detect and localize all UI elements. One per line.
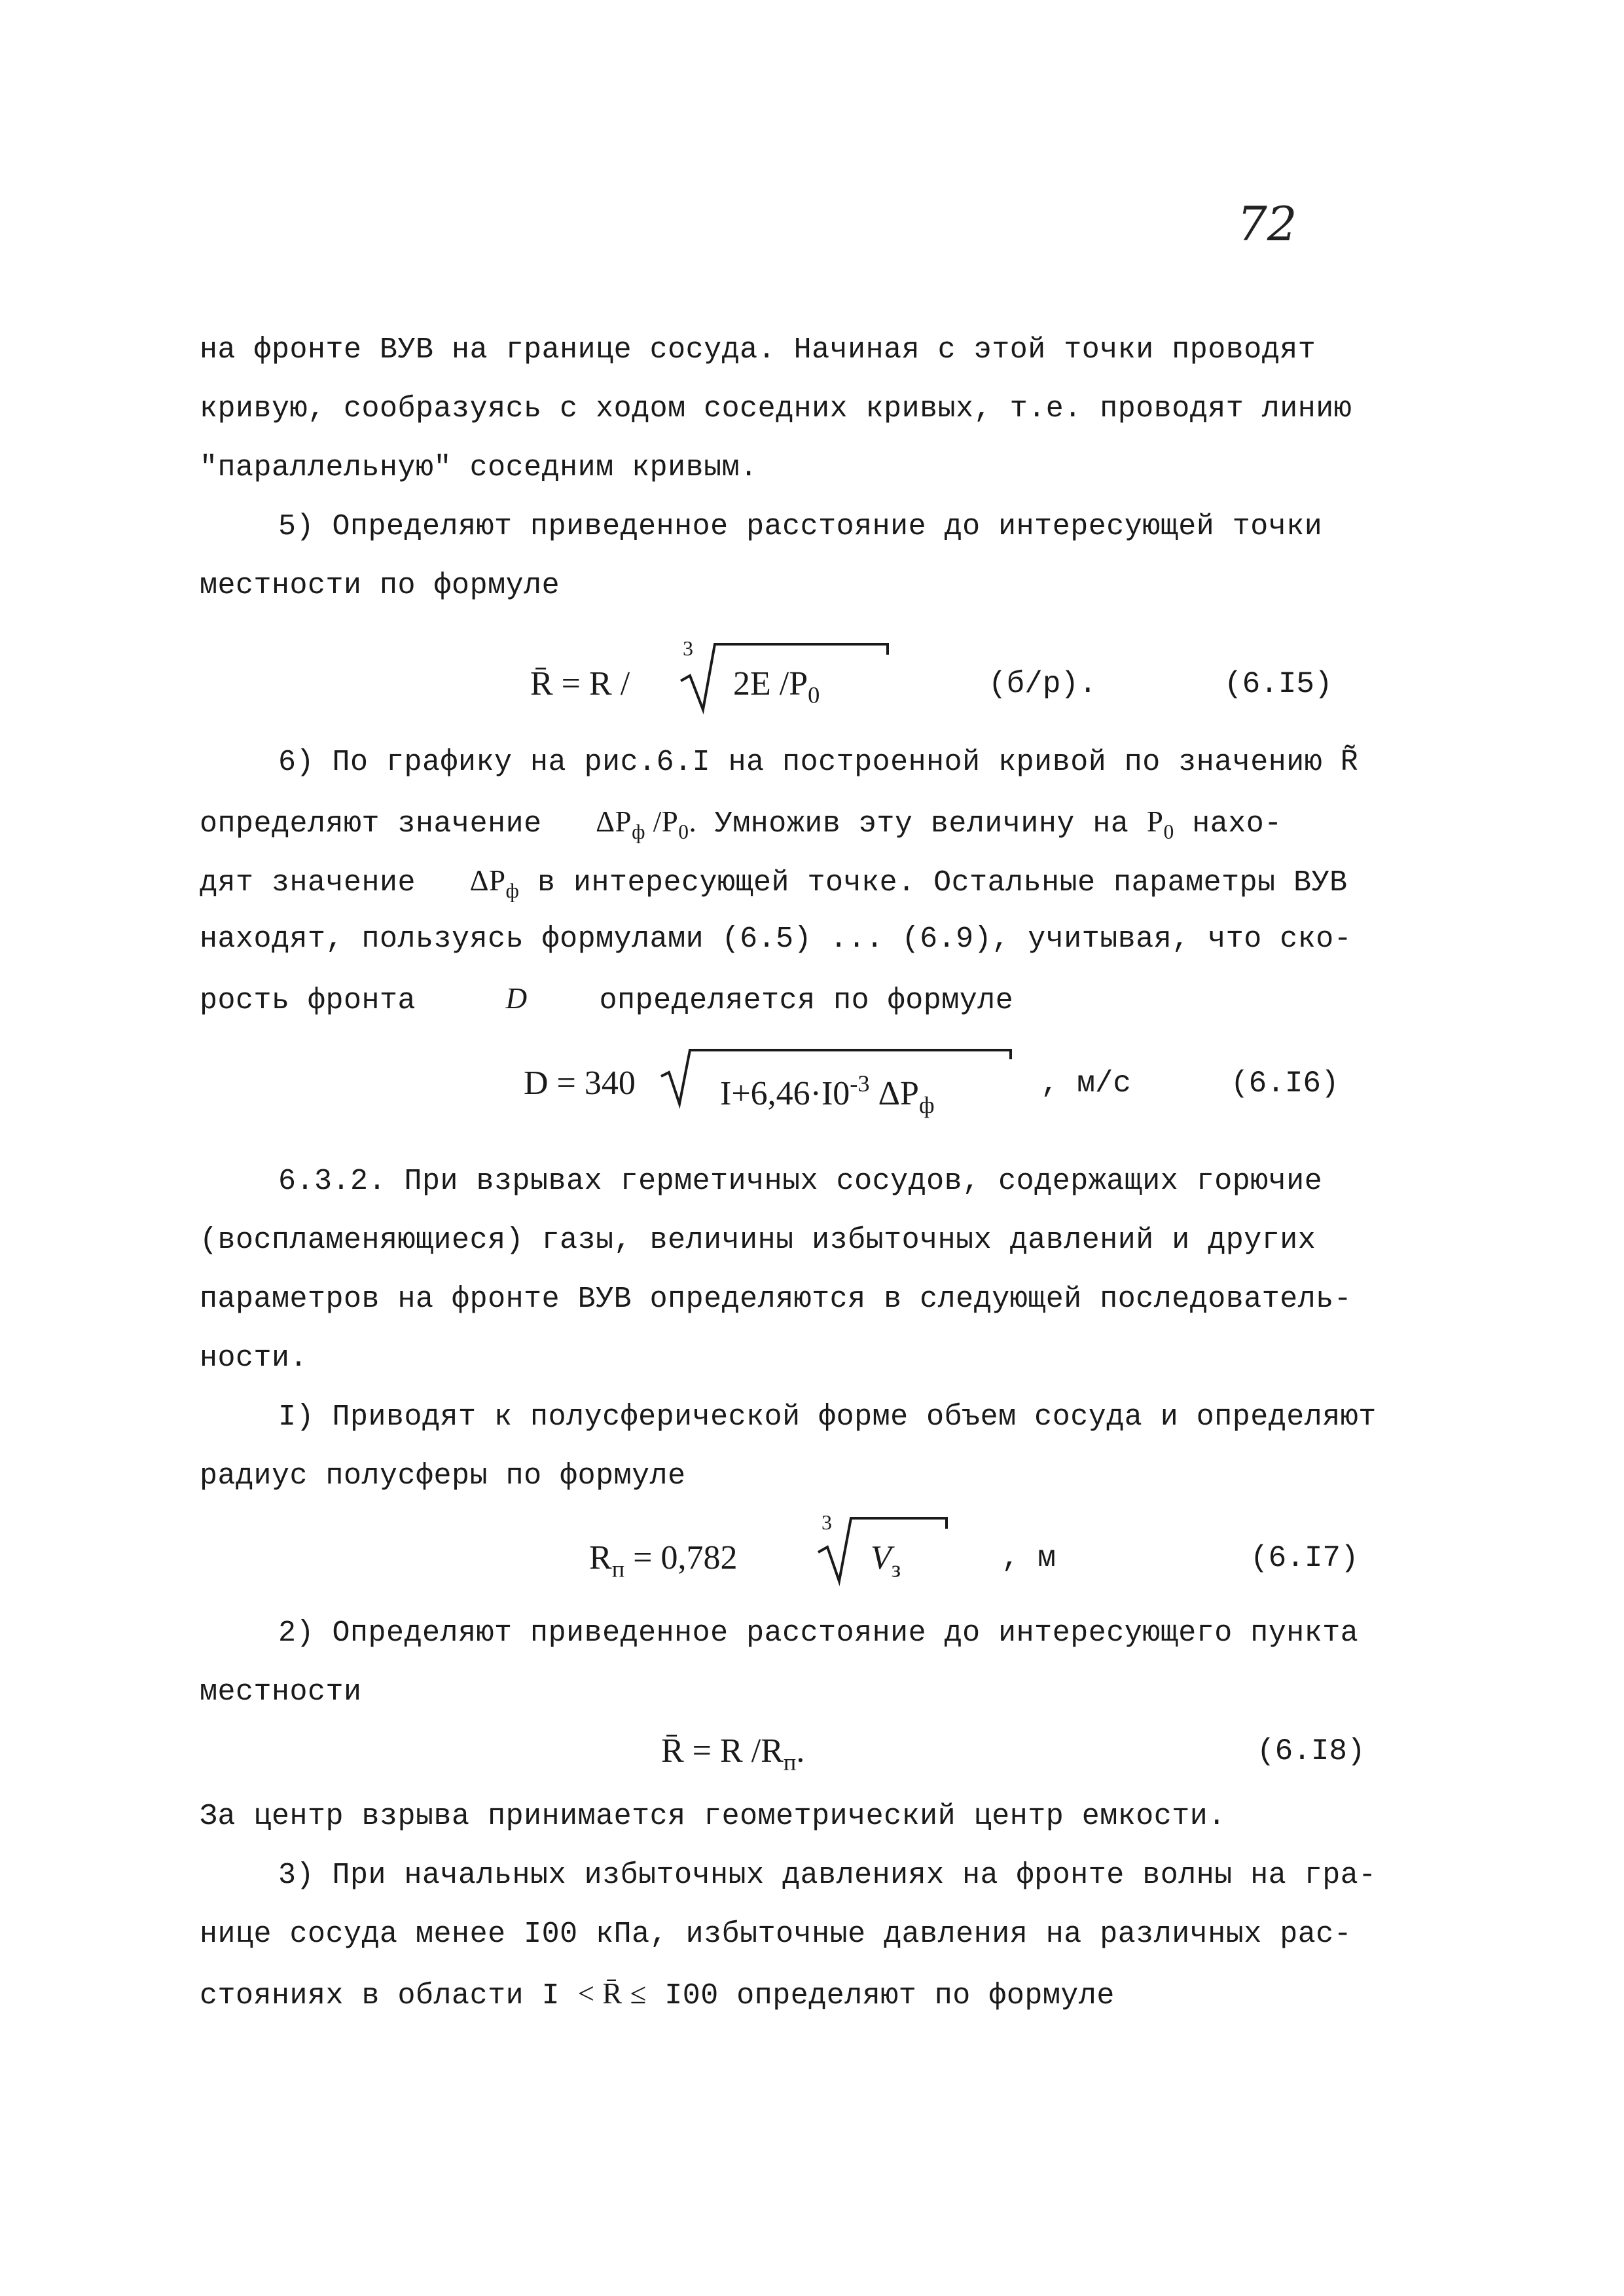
- text-line: находят, пользуясь формулами (6.5) ... (6.9), учитывая, что ско-: [200, 922, 1352, 956]
- text-line: радиус полусферы по формуле: [200, 1459, 686, 1493]
- text-line: нице сосуда менее I00 кПа, избыточные давления на различных рас-: [200, 1918, 1352, 1951]
- equation-lhs: R̄ = R /: [530, 665, 630, 702]
- radicand: 2E $/P_0$: [733, 665, 820, 708]
- equation-number: (6.I7): [1250, 1541, 1359, 1575]
- section-6-3-2-start: 6.3.2. При взрывах герметичных сосудов, содержащих горючие: [278, 1165, 1323, 1198]
- step-1-start: I) Приводят к полусферической форме объем сосуда и определяют: [278, 1400, 1377, 1434]
- text-line: "параллельную" соседним кривым.: [200, 451, 758, 484]
- text-line: дят значение $\Delta P_ф$ в интересующей точке. Остальные параметры ВУВ: [200, 864, 1348, 903]
- step-2-start: 2) Определяют приведенное расстояние до интересующего пункта: [278, 1616, 1359, 1650]
- text-line: местности: [200, 1675, 362, 1709]
- equation-lhs: $R_п = 0,782$: [589, 1539, 738, 1582]
- text-line: За центр взрыва принимается геометрический центр емкости.: [200, 1800, 1226, 1833]
- text-line: ности.: [200, 1341, 308, 1375]
- root-index: 3: [821, 1510, 832, 1534]
- equation-number: (6.I6): [1231, 1066, 1339, 1101]
- inline-formula: $\Delta P_ф$: [469, 864, 520, 903]
- inline-formula: $\Delta P_ф$ $/P_0$.: [596, 805, 697, 844]
- text-line: кривую, сообразуясь с ходом соседних кривых, т.е. проводят линию: [200, 392, 1352, 426]
- text-line: параметров на фронте ВУВ определяются в следующей последователь-: [200, 1283, 1352, 1316]
- equation-lhs: D = 340: [524, 1065, 636, 1102]
- equation-expression: R̄ = R $/R_п$.: [661, 1732, 805, 1776]
- text-line: местности по формуле: [200, 569, 560, 602]
- text-line: рость фронта D определяется по формуле: [200, 982, 1014, 1017]
- inline-formula: < R̄ ≤: [577, 1977, 647, 2010]
- radicand: $I+6,46\cdot I0^{-3}$ $\Delta P_ф$: [720, 1070, 935, 1118]
- equation-unit: , м/с: [1041, 1066, 1132, 1101]
- step-3-start: 3) При начальных избыточных давлениях на фронте волны на гра-: [278, 1859, 1377, 1892]
- radicand: $V_з$: [871, 1539, 901, 1582]
- equation-unit: , м: [1001, 1541, 1056, 1575]
- paragraph-5-start: 5) Определяют приведенное расстояние до интересующей точки: [278, 510, 1323, 543]
- equation-number: (6.I8): [1257, 1734, 1365, 1768]
- page-number: 72: [1237, 196, 1297, 251]
- equation-unit: (б/р).: [988, 667, 1097, 701]
- inline-formula: D: [505, 982, 528, 1015]
- text-line: (воспламеняющиеся) газы, величины избыточных давлений и других: [200, 1224, 1316, 1257]
- root-index: 3: [683, 636, 693, 660]
- equation-number: (6.I5): [1224, 667, 1333, 701]
- text-line: определяют значение $\Delta P_ф$ $/P_0$. Умножив эту величину на $P_0$ нахо-: [200, 805, 1282, 844]
- text-line: стояниях в области I < R̄ ≤ I00 определяют по формуле: [200, 1977, 1115, 2013]
- text-line: на фронте ВУВ на границе сосуда. Начиная с этой точки проводят: [200, 333, 1316, 367]
- paragraph-6-start: 6) По графику на рис.6.I на построенной кривой по значению R̃: [278, 746, 1359, 779]
